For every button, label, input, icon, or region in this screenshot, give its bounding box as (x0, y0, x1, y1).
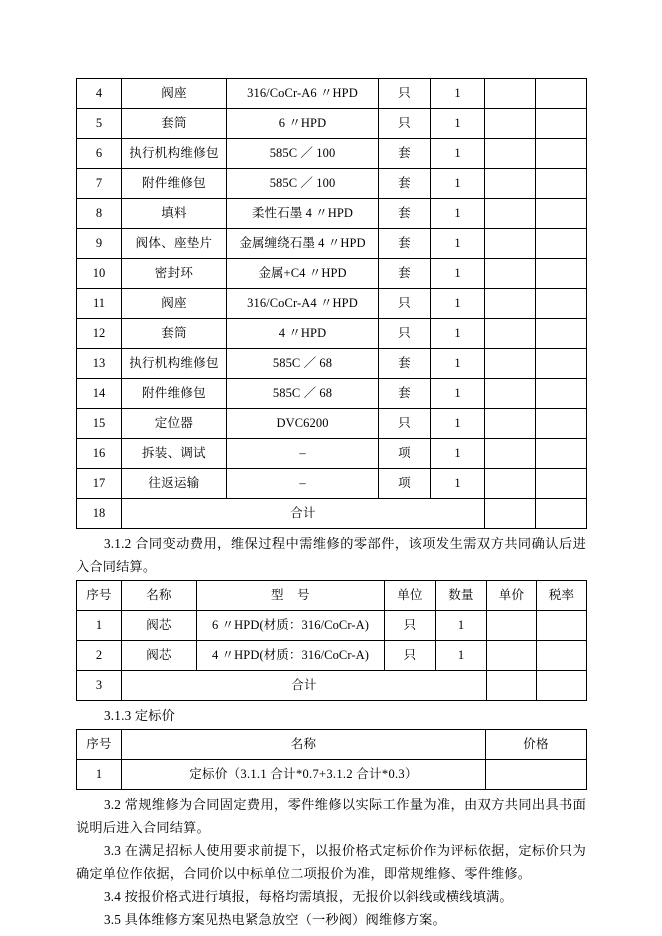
cell-model: – (227, 469, 379, 499)
cell-no: 7 (77, 169, 122, 199)
cell-no: 2 (77, 641, 122, 671)
cell-unit: 项 (379, 469, 431, 499)
cell-qty: 1 (431, 409, 485, 439)
cell-no: 11 (77, 289, 122, 319)
cell-name: 执行机构维修包 (122, 139, 227, 169)
cell-unit: 只 (385, 641, 436, 671)
cell-tax (536, 439, 587, 469)
cell-price (487, 671, 537, 701)
cell-tax (536, 139, 587, 169)
cell-price (485, 349, 536, 379)
cell-model: 金属+C4 〃HPD (227, 259, 379, 289)
cell-model: 6 〃HPD (227, 109, 379, 139)
cell-qty: 1 (431, 229, 485, 259)
table-3-1-1-continued (76, 78, 587, 529)
table-header-row (77, 581, 587, 611)
cell-no: 17 (77, 469, 122, 499)
cell-name: 附件维修包 (122, 169, 227, 199)
cell-no: 8 (77, 199, 122, 229)
cell-unit: 只 (385, 611, 436, 641)
paragraph-3-4: 3.4 按报价格式进行填报，每格均需填报，无报价以斜线或横线填满。 (104, 889, 513, 904)
cell-tax (536, 349, 587, 379)
cell-unit: 套 (379, 169, 431, 199)
cell-unit: 只 (379, 79, 431, 109)
cell-price (485, 289, 536, 319)
cell-no: 4 (77, 79, 122, 109)
cell-tax (536, 169, 587, 199)
column-header-no: 序号 (77, 730, 122, 760)
cell-no: 12 (77, 319, 122, 349)
cell-tax (536, 109, 587, 139)
table-row (77, 199, 587, 229)
cell-name: 套筒 (122, 319, 227, 349)
cell-name: 阀座 (122, 289, 227, 319)
cell-price (485, 499, 536, 529)
table-row (77, 289, 587, 319)
cell-model: 585C ／ 100 (227, 169, 379, 199)
cell-unit: 套 (379, 229, 431, 259)
cell-model: – (227, 439, 379, 469)
table-row (77, 169, 587, 199)
cell-price (485, 409, 536, 439)
cell-model: 4 〃HPD(材质：316/CoCr-A) (197, 641, 385, 671)
paragraph-3-1-2: 3.1.2 合同变动费用，维保过程中需维修的零部件，该项发生需双方共同确认后进入合同结算。 (76, 536, 586, 574)
cell-name: 拆装、调试 (122, 439, 227, 469)
table-row (77, 349, 587, 379)
column-header-tax: 税率 (537, 581, 587, 611)
cell-model: 金属缠绕石墨 4 〃HPD (227, 229, 379, 259)
cell-no: 1 (77, 760, 122, 790)
cell-name: 阀芯 (122, 611, 197, 641)
cell-qty: 1 (431, 319, 485, 349)
table-row (77, 409, 587, 439)
cell-qty: 1 (431, 169, 485, 199)
cell-tax (536, 259, 587, 289)
cell-name: 阀体、座垫片 (122, 229, 227, 259)
cell-no: 16 (77, 439, 122, 469)
cell-price (485, 139, 536, 169)
cell-tax (536, 289, 587, 319)
table-row (77, 379, 587, 409)
cell-qty: 1 (431, 439, 485, 469)
cell-model: 585C ／ 68 (227, 349, 379, 379)
cell-price (485, 229, 536, 259)
table-row (77, 319, 587, 349)
cell-price (485, 259, 536, 289)
cell-qty: 1 (431, 259, 485, 289)
cell-no: 15 (77, 409, 122, 439)
cell-qty: 1 (431, 469, 485, 499)
table-header-row (77, 730, 587, 760)
column-header-price: 价格 (486, 730, 587, 760)
cell-price (485, 109, 536, 139)
cell-total-label: 合计 (122, 671, 487, 701)
cell-tax (537, 671, 587, 701)
cell-qty: 1 (436, 611, 487, 641)
cell-unit: 套 (379, 349, 431, 379)
cell-price (487, 611, 537, 641)
cell-price (485, 439, 536, 469)
table-row (77, 229, 587, 259)
cell-no: 18 (77, 499, 122, 529)
cell-name: 附件维修包 (122, 379, 227, 409)
cell-tax (536, 379, 587, 409)
cell-model: 4 〃HPD (227, 319, 379, 349)
paragraph-3-3: 3.3 在满足招标人使用要求前提下，以报价格式定标价作为评标依据，定标价只为确定单位作依据，合同价以中标单位二项报价为准，即常规维修、零件维修。 (76, 843, 586, 881)
table-total-row (77, 671, 587, 701)
column-header-model: 型 号 (197, 581, 385, 611)
cell-price (487, 641, 537, 671)
cell-model: 585C ／ 68 (227, 379, 379, 409)
cell-no: 13 (77, 349, 122, 379)
cell-tax (536, 319, 587, 349)
cell-price (485, 469, 536, 499)
cell-name: 填料 (122, 199, 227, 229)
cell-name: 阀座 (122, 79, 227, 109)
table-row (77, 611, 587, 641)
cell-qty: 1 (431, 349, 485, 379)
cell-qty: 1 (436, 641, 487, 671)
cell-no: 3 (77, 671, 122, 701)
cell-no: 5 (77, 109, 122, 139)
cell-no: 14 (77, 379, 122, 409)
cell-total-label: 合计 (122, 499, 485, 529)
cell-name: 往返运输 (122, 469, 227, 499)
cell-name: 阀芯 (122, 641, 197, 671)
document-content (76, 78, 586, 931)
cell-model: 6 〃HPD(材质：316/CoCr-A) (197, 611, 385, 641)
table-row (77, 641, 587, 671)
cell-tax (536, 499, 587, 529)
cell-no: 1 (77, 611, 122, 641)
cell-unit: 套 (379, 139, 431, 169)
cell-price (486, 760, 587, 790)
table-row (77, 109, 587, 139)
heading-3-1-3: 3.1.3 定标价 (104, 708, 176, 723)
table-row (77, 469, 587, 499)
column-header-name: 名称 (122, 581, 197, 611)
column-header-no: 序号 (77, 581, 122, 611)
column-header-price: 单价 (487, 581, 537, 611)
table-3-1-3 (76, 729, 587, 790)
paragraph-3-2: 3.2 常规维修为合同固定费用，零件维修以实际工作量为准，由双方共同出具书面说明后进入合同结算。 (76, 797, 586, 835)
cell-tax (536, 229, 587, 259)
cell-qty: 1 (431, 379, 485, 409)
cell-tax (536, 79, 587, 109)
cell-no: 9 (77, 229, 122, 259)
column-header-name: 名称 (122, 730, 486, 760)
table-row (77, 439, 587, 469)
cell-qty: 1 (431, 109, 485, 139)
cell-model: 316/CoCr-A6 〃HPD (227, 79, 379, 109)
cell-no: 10 (77, 259, 122, 289)
table-total-row (77, 499, 587, 529)
cell-model: 585C ／ 100 (227, 139, 379, 169)
table-row (77, 259, 587, 289)
cell-unit: 套 (379, 259, 431, 289)
cell-price (485, 319, 536, 349)
cell-name: 定位器 (122, 409, 227, 439)
cell-model: 316/CoCr-A4 〃HPD (227, 289, 379, 319)
cell-unit: 项 (379, 439, 431, 469)
paragraph-3-5: 3.5 具体维修方案见热电紧急放空（一秒阀）阀维修方案。 (104, 912, 446, 927)
cell-name: 套筒 (122, 109, 227, 139)
cell-tax (536, 409, 587, 439)
cell-name: 执行机构维修包 (122, 349, 227, 379)
cell-unit: 只 (379, 319, 431, 349)
table-row (77, 139, 587, 169)
cell-unit: 只 (379, 109, 431, 139)
cell-unit: 套 (379, 199, 431, 229)
cell-tax (537, 641, 587, 671)
cell-qty: 1 (431, 199, 485, 229)
cell-name: 密封环 (122, 259, 227, 289)
cell-qty: 1 (431, 289, 485, 319)
cell-price (485, 79, 536, 109)
cell-unit: 套 (379, 379, 431, 409)
cell-qty: 1 (431, 139, 485, 169)
cell-qty: 1 (431, 79, 485, 109)
cell-name: 定标价（3.1.1 合计*0.7+3.1.2 合计*0.3） (122, 760, 486, 790)
cell-model: 柔性石墨 4 〃HPD (227, 199, 379, 229)
cell-price (485, 379, 536, 409)
cell-model: DVC6200 (227, 409, 379, 439)
cell-tax (536, 469, 587, 499)
cell-price (485, 169, 536, 199)
table-row (77, 760, 587, 790)
cell-tax (537, 611, 587, 641)
column-header-qty: 数量 (436, 581, 487, 611)
cell-unit: 只 (379, 289, 431, 319)
cell-no: 6 (77, 139, 122, 169)
table-row (77, 79, 587, 109)
cell-unit: 只 (379, 409, 431, 439)
cell-price (485, 199, 536, 229)
table-3-1-2 (76, 580, 587, 701)
cell-tax (536, 199, 587, 229)
column-header-unit: 单位 (385, 581, 436, 611)
